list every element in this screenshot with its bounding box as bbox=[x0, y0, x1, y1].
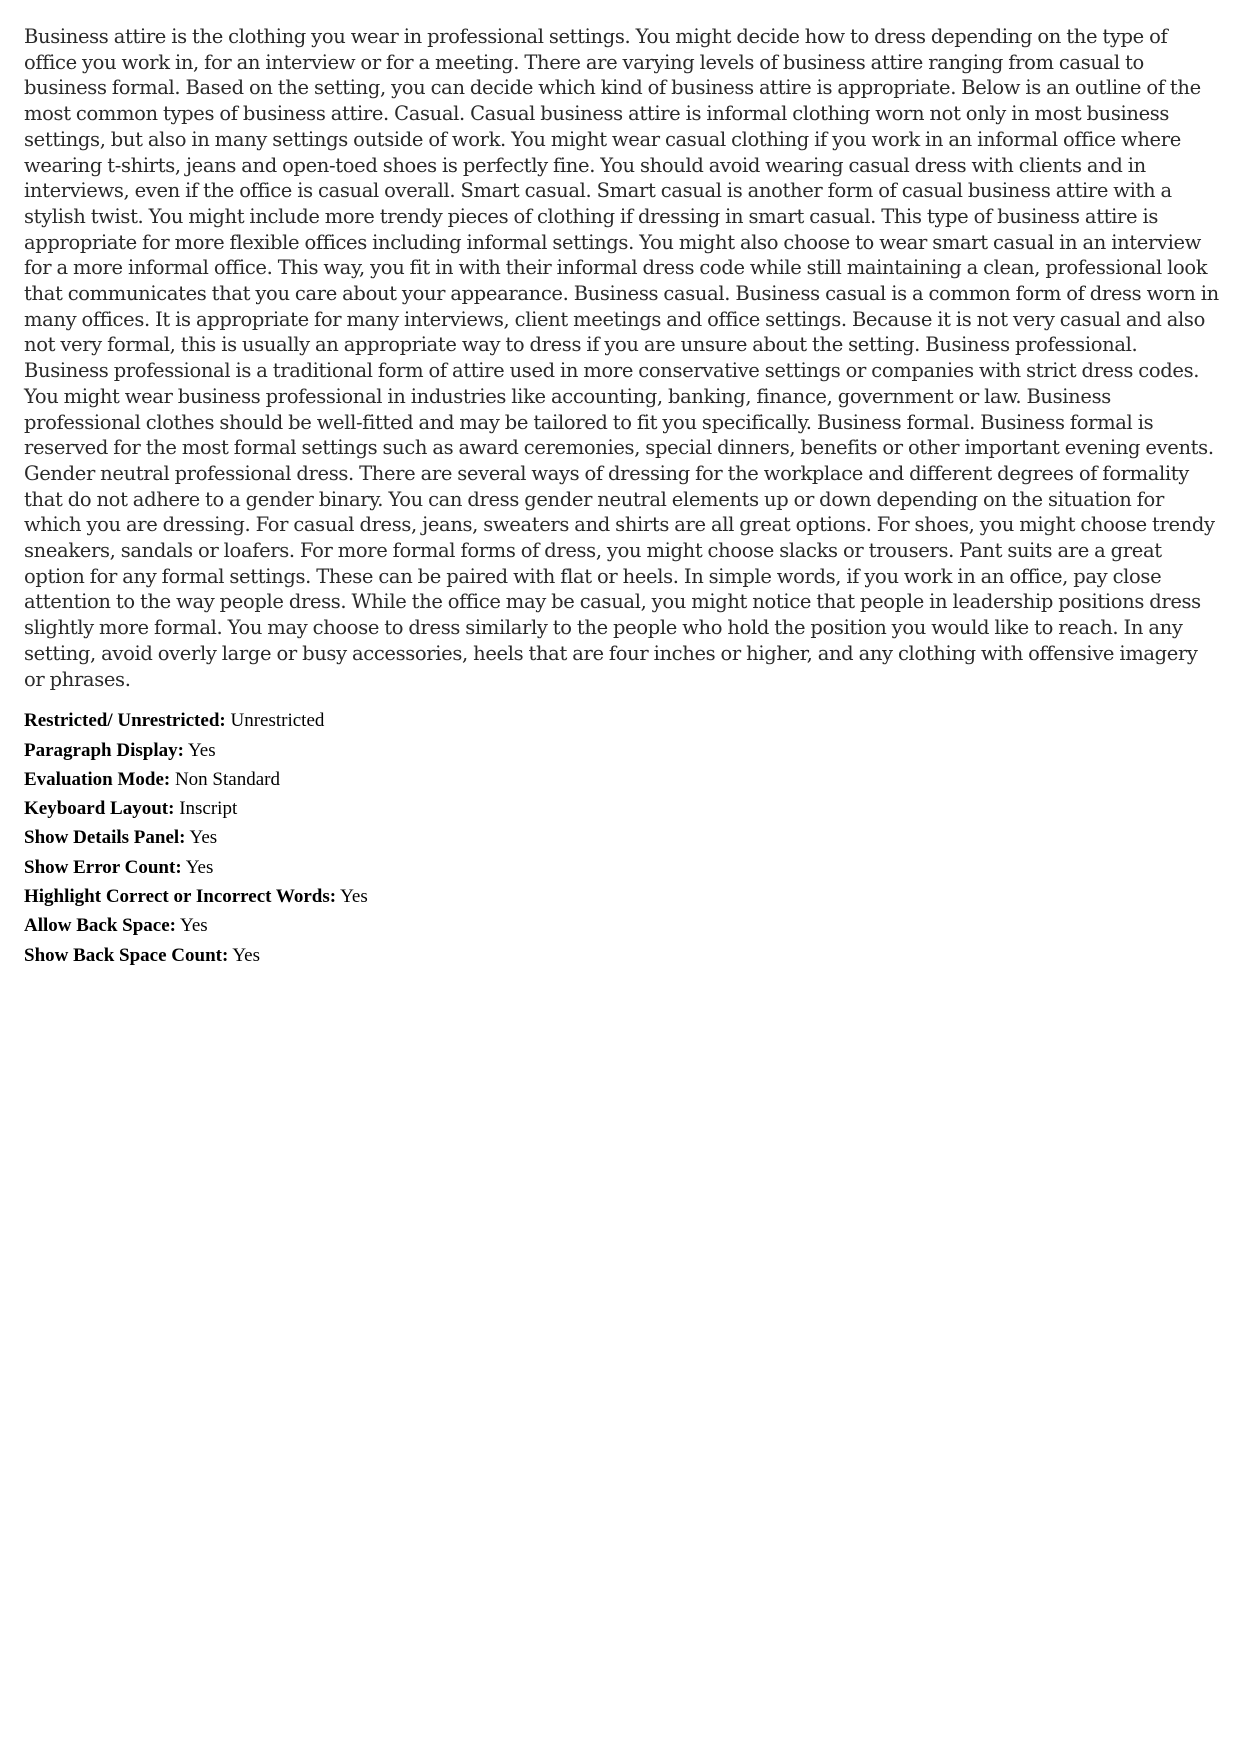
detail-label: Allow Back Space: bbox=[24, 915, 176, 937]
detail-label: Evaluation Mode: bbox=[24, 768, 171, 790]
detail-paragraph-display bbox=[24, 736, 1220, 765]
passage-text: Business attire is the clothing you wear in professional settings. You might decide how to dress depending on the type of office you work in, for an interview or for a meeting. There are varying levels of business attire ranging from casual to business formal. Based on the setting, you can decide which kind of business attire is appropriate. Below is an outline of the most common types of business attire. Casual. Casual business attire is informal clothing worn not only in most business settings, but also in many settings outside of work. You might wear casual clothing if you work in an informal office where wearing t-shirts, jeans and open-toed shoes is perfectly fine. You should avoid wearing casual dress with clients and in interviews, even if the office is casual overall. Smart casual. Smart casual is another form of casual business attire with a stylish twist. You might include more trendy pieces of clothing if dressing in smart casual. This type of business attire is appropriate for more flexible offices including informal settings. You might also choose to wear smart casual in an interview for a more informal office. This way, you fit in with their informal dress code while still maintaining a clean, professional look that communicates that you care about your appearance. Business casual. Business casual is a common form of dress worn in many offices. It is appropriate for many interviews, client meetings and office settings. Because it is not very casual and also not very formal, this is usually an appropriate way to dress if you are unsure about the setting. Business professional. Business professional is a traditional form of attire used in more conservative settings or companies with strict dress codes. You might wear business professional in industries like accounting, banking, finance, government or law. Business professional clothes should be well-fitted and may be tailored to fit you specifically. Business formal. Business formal is reserved for the most formal settings such as award ceremonies, special dinners, benefits or other important evening events. Gender neutral professional dress. There are several ways of dressing for the workplace and different degrees of formality that do not adhere to a gender binary. You can dress gender neutral elements up or down depending on the situation for which you are dressing. For casual dress, jeans, sweaters and shirts are all great options. For shoes, you might choose trendy sneakers, sandals or loafers. For more formal forms of dress, you might choose slacks or trousers. Pant suits are a great option for any formal settings. These can be paired with flat or heels. In simple words, if you work in an office, pay close attention to the way people dress. While the office may be casual, you might notice that people in leadership positions dress slightly more formal. You may choose to dress similarly to the people who hold the position you would like to reach. In any setting, avoid overly large or busy accessories, heels that are four inches or higher, and any clothing with offensive imagery or phrases. bbox=[24, 25, 1219, 691]
detail-label: Keyboard Layout: bbox=[24, 798, 175, 820]
detail-highlight-words bbox=[24, 882, 1220, 911]
detail-label: Show Error Count: bbox=[24, 856, 182, 878]
detail-value: Yes bbox=[232, 944, 260, 966]
detail-show-error-count bbox=[24, 853, 1220, 882]
detail-label: Show Details Panel: bbox=[24, 827, 186, 849]
detail-value: Yes bbox=[189, 827, 218, 849]
detail-label: Restricted/ Unrestricted: bbox=[24, 710, 226, 732]
detail-restricted bbox=[24, 706, 1220, 735]
document-page bbox=[24, 24, 1220, 970]
detail-value: Yes bbox=[340, 886, 368, 908]
detail-evaluation-mode bbox=[24, 765, 1220, 794]
detail-value: Unrestricted bbox=[230, 710, 325, 732]
detail-show-details-panel bbox=[24, 823, 1220, 852]
detail-show-back-space-count bbox=[24, 941, 1220, 970]
detail-value: Yes bbox=[180, 915, 208, 937]
detail-label: Paragraph Display: bbox=[24, 739, 184, 761]
settings-details bbox=[24, 706, 1220, 970]
detail-label: Show Back Space Count: bbox=[24, 944, 229, 966]
detail-keyboard-layout bbox=[24, 794, 1220, 823]
detail-value: Yes bbox=[185, 856, 214, 878]
detail-allow-back-space bbox=[24, 911, 1220, 940]
detail-label: Highlight Correct or Incorrect Words: bbox=[24, 886, 337, 908]
detail-value: Yes bbox=[187, 739, 216, 761]
detail-value: Non Standard bbox=[174, 768, 280, 790]
detail-value: Inscript bbox=[179, 798, 238, 820]
